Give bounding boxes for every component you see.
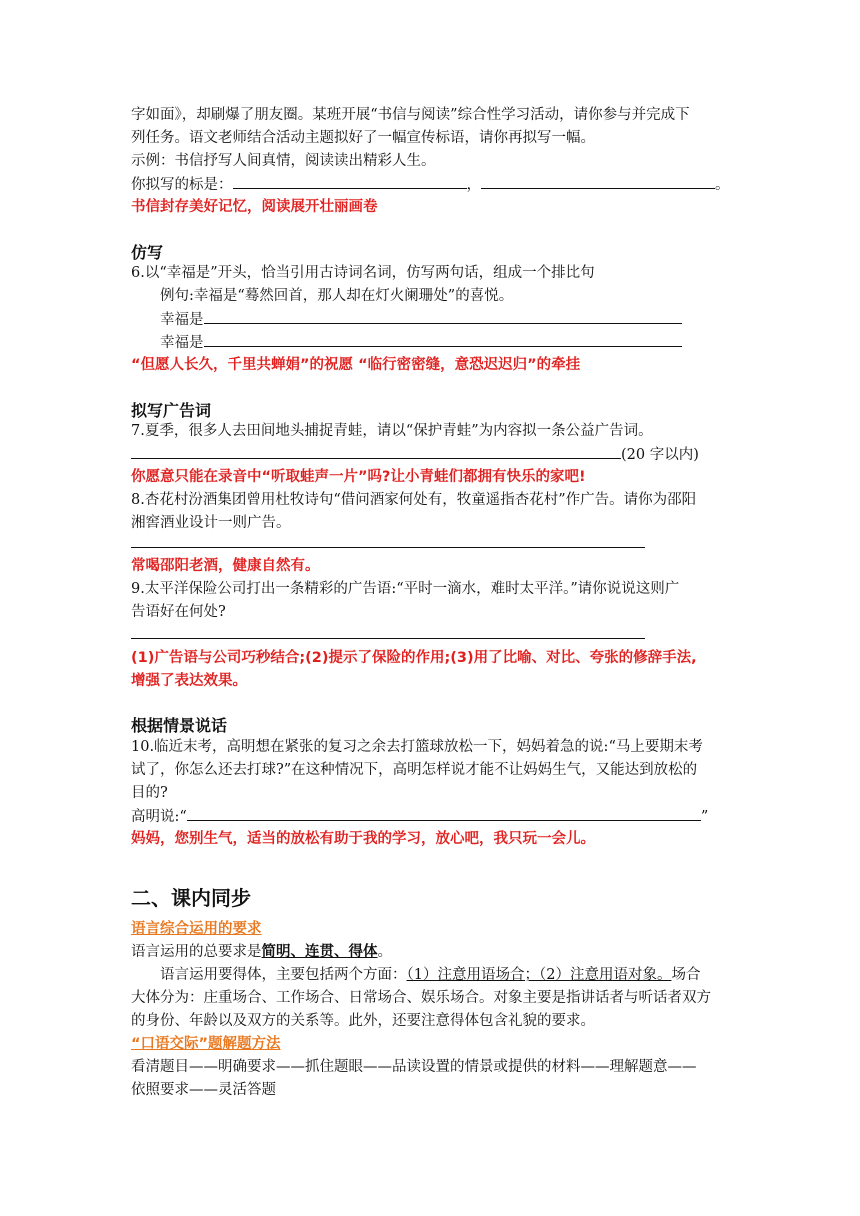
question-9-answer-line-2: 增强了表达效果。 [131,673,247,689]
ads-heading: 拟写广告词 [131,401,212,420]
intro-line-2: 列任务。语文老师结合活动主题拟好了一幅宣传标语，请你再拟写一幅。 [131,130,595,146]
question-7-answer: 你愿意只能在录音中“听取蛙声一片”吗?让小青蛙们都拥有快乐的家吧! [131,469,586,485]
section-2-heading: 二、课内同步 [131,886,251,910]
appropriateness-prefix: 语言运用要得体，主要包括两个方面： [160,967,407,983]
situation-answer: 妈妈，您别生气，适当的放松有助于我的学习，放心吧，我只玩一会儿。 [131,831,595,847]
slogan-answer: 书信封存美好记忆，阅读展开壮丽画卷 [131,199,378,215]
intro-line-1: 字如面》，却刷爆了朋友圈。某班开展“书信与阅读”综合性学习活动，请你参与并完成下 [131,107,690,123]
q8-answer-blank[interactable] [131,547,645,548]
question-9-answer-line-1: (1)广告语与公司巧秒结合;(2)提示了保险的作用;(3)用了比喻、对比、夸张的修辞手法, [131,650,697,666]
question-8-answer: 常喝邵阳老酒，健康自然有。 [131,558,320,574]
requirements-keywords: 简明、连贯、得体 [261,943,378,960]
appropriateness-suffix: 场合 [671,967,701,983]
speaker-line [131,805,708,828]
slogan-comma: ， [466,177,481,193]
imitation-example: 例句:幸福是“蓦然回首，那人却在灯火阑珊处”的喜悦。 [160,288,514,304]
imitation-blank-1[interactable] [204,308,682,324]
slogan-answer-line [131,173,730,196]
method-line-1: 看清题目——明确要求——抓住题眼——品读设置的情景或提供的材料——理解题意—— [131,1059,697,1075]
q9-answer-blank[interactable] [131,638,645,639]
speaker-prefix: 高明说:“ [131,809,187,825]
q7-limit: (20 字以内) [621,447,699,463]
question-8-line-2: 湘窖酒业设计一则广告。 [131,515,291,531]
slogan-example: 示例：书信抒写人间真情，阅读读出精彩人生。 [131,153,436,169]
requirements-title: 语言综合运用的要求 [131,921,262,937]
question-9-line-2: 告语好在何处? [131,604,226,620]
imitation-heading: 仿写 [131,243,164,262]
q7-blank[interactable] [131,443,621,459]
situation-heading: 根据情景说话 [131,716,228,735]
imitation-line-2 [160,331,682,354]
slogan-blank-2[interactable] [481,173,715,189]
question-7: 7.夏季，很多人去田间地头捕捉青蛙，请以“保护青蛙”为内容拟一条公益广告词。 [131,423,653,439]
requirements-prefix: 语言运用的总要求是 [131,944,262,960]
speaker-blank[interactable] [187,805,701,821]
method-title: “口语交际”题解题方法 [131,1036,281,1052]
slogan-period: 。 [715,177,730,193]
imitation-line-1 [160,308,682,331]
appropriateness-points: （1）注意用语场合；（2）注意用语对象。 [406,967,672,983]
requirements-suffix: 。 [377,944,392,960]
question-10-line-1: 10.临近末考，高明想在紧张的复习之余去打篮球放松一下，妈妈着急的说:“马上要期末考 [131,739,703,755]
appropriateness-line-3: 的身份、年龄以及双方的关系等。此外，还要注意得体包含礼貌的要求。 [131,1013,595,1029]
speaker-suffix: ” [700,809,709,825]
imitation-answer: “但愿人长久，千里共蝉娟”的祝愿 “临行密密缝，意恐迟迟归”的牵挂 [131,357,581,373]
imitation-line-2-prefix: 幸福是 [160,335,204,351]
question-8-line-1: 8.杏花村汾酒集团曾用杜牧诗句“借问酒家何处有，牧童遥指杏花村”作广告。请你为邵阳 [131,492,697,508]
method-line-2: 依照要求——灵活答题 [131,1082,276,1098]
question-10-line-3: 目的? [131,785,168,801]
requirements-line [131,941,392,963]
appropriateness-line-2: 大体分为：庄重场合、工作场合、日常场合、娱乐场合。对象主要是指讲话者与听话者双方 [131,990,711,1006]
appropriateness-line-1 [160,964,700,986]
slogan-blank-1[interactable] [233,173,467,189]
imitation-blank-2[interactable] [204,331,682,347]
slogan-prompt: 你拟写的标是： [131,177,233,193]
question-9-line-1: 9.太平洋保险公司打出一条精彩的广告语:“平时一滴水，难时太平洋。”请你说说这则广 [131,581,680,597]
imitation-line-1-prefix: 幸福是 [160,312,204,328]
question-6: 6.以“幸福是”开头，恰当引用古诗词名词，仿写两句话，组成一个排比句 [131,265,595,281]
question-10-line-2: 试了，你怎么还去打球?”在这种情况下，高明怎样说才能不让妈妈生气，又能达到放松的 [131,762,698,778]
question-7-answer-line [131,443,699,466]
